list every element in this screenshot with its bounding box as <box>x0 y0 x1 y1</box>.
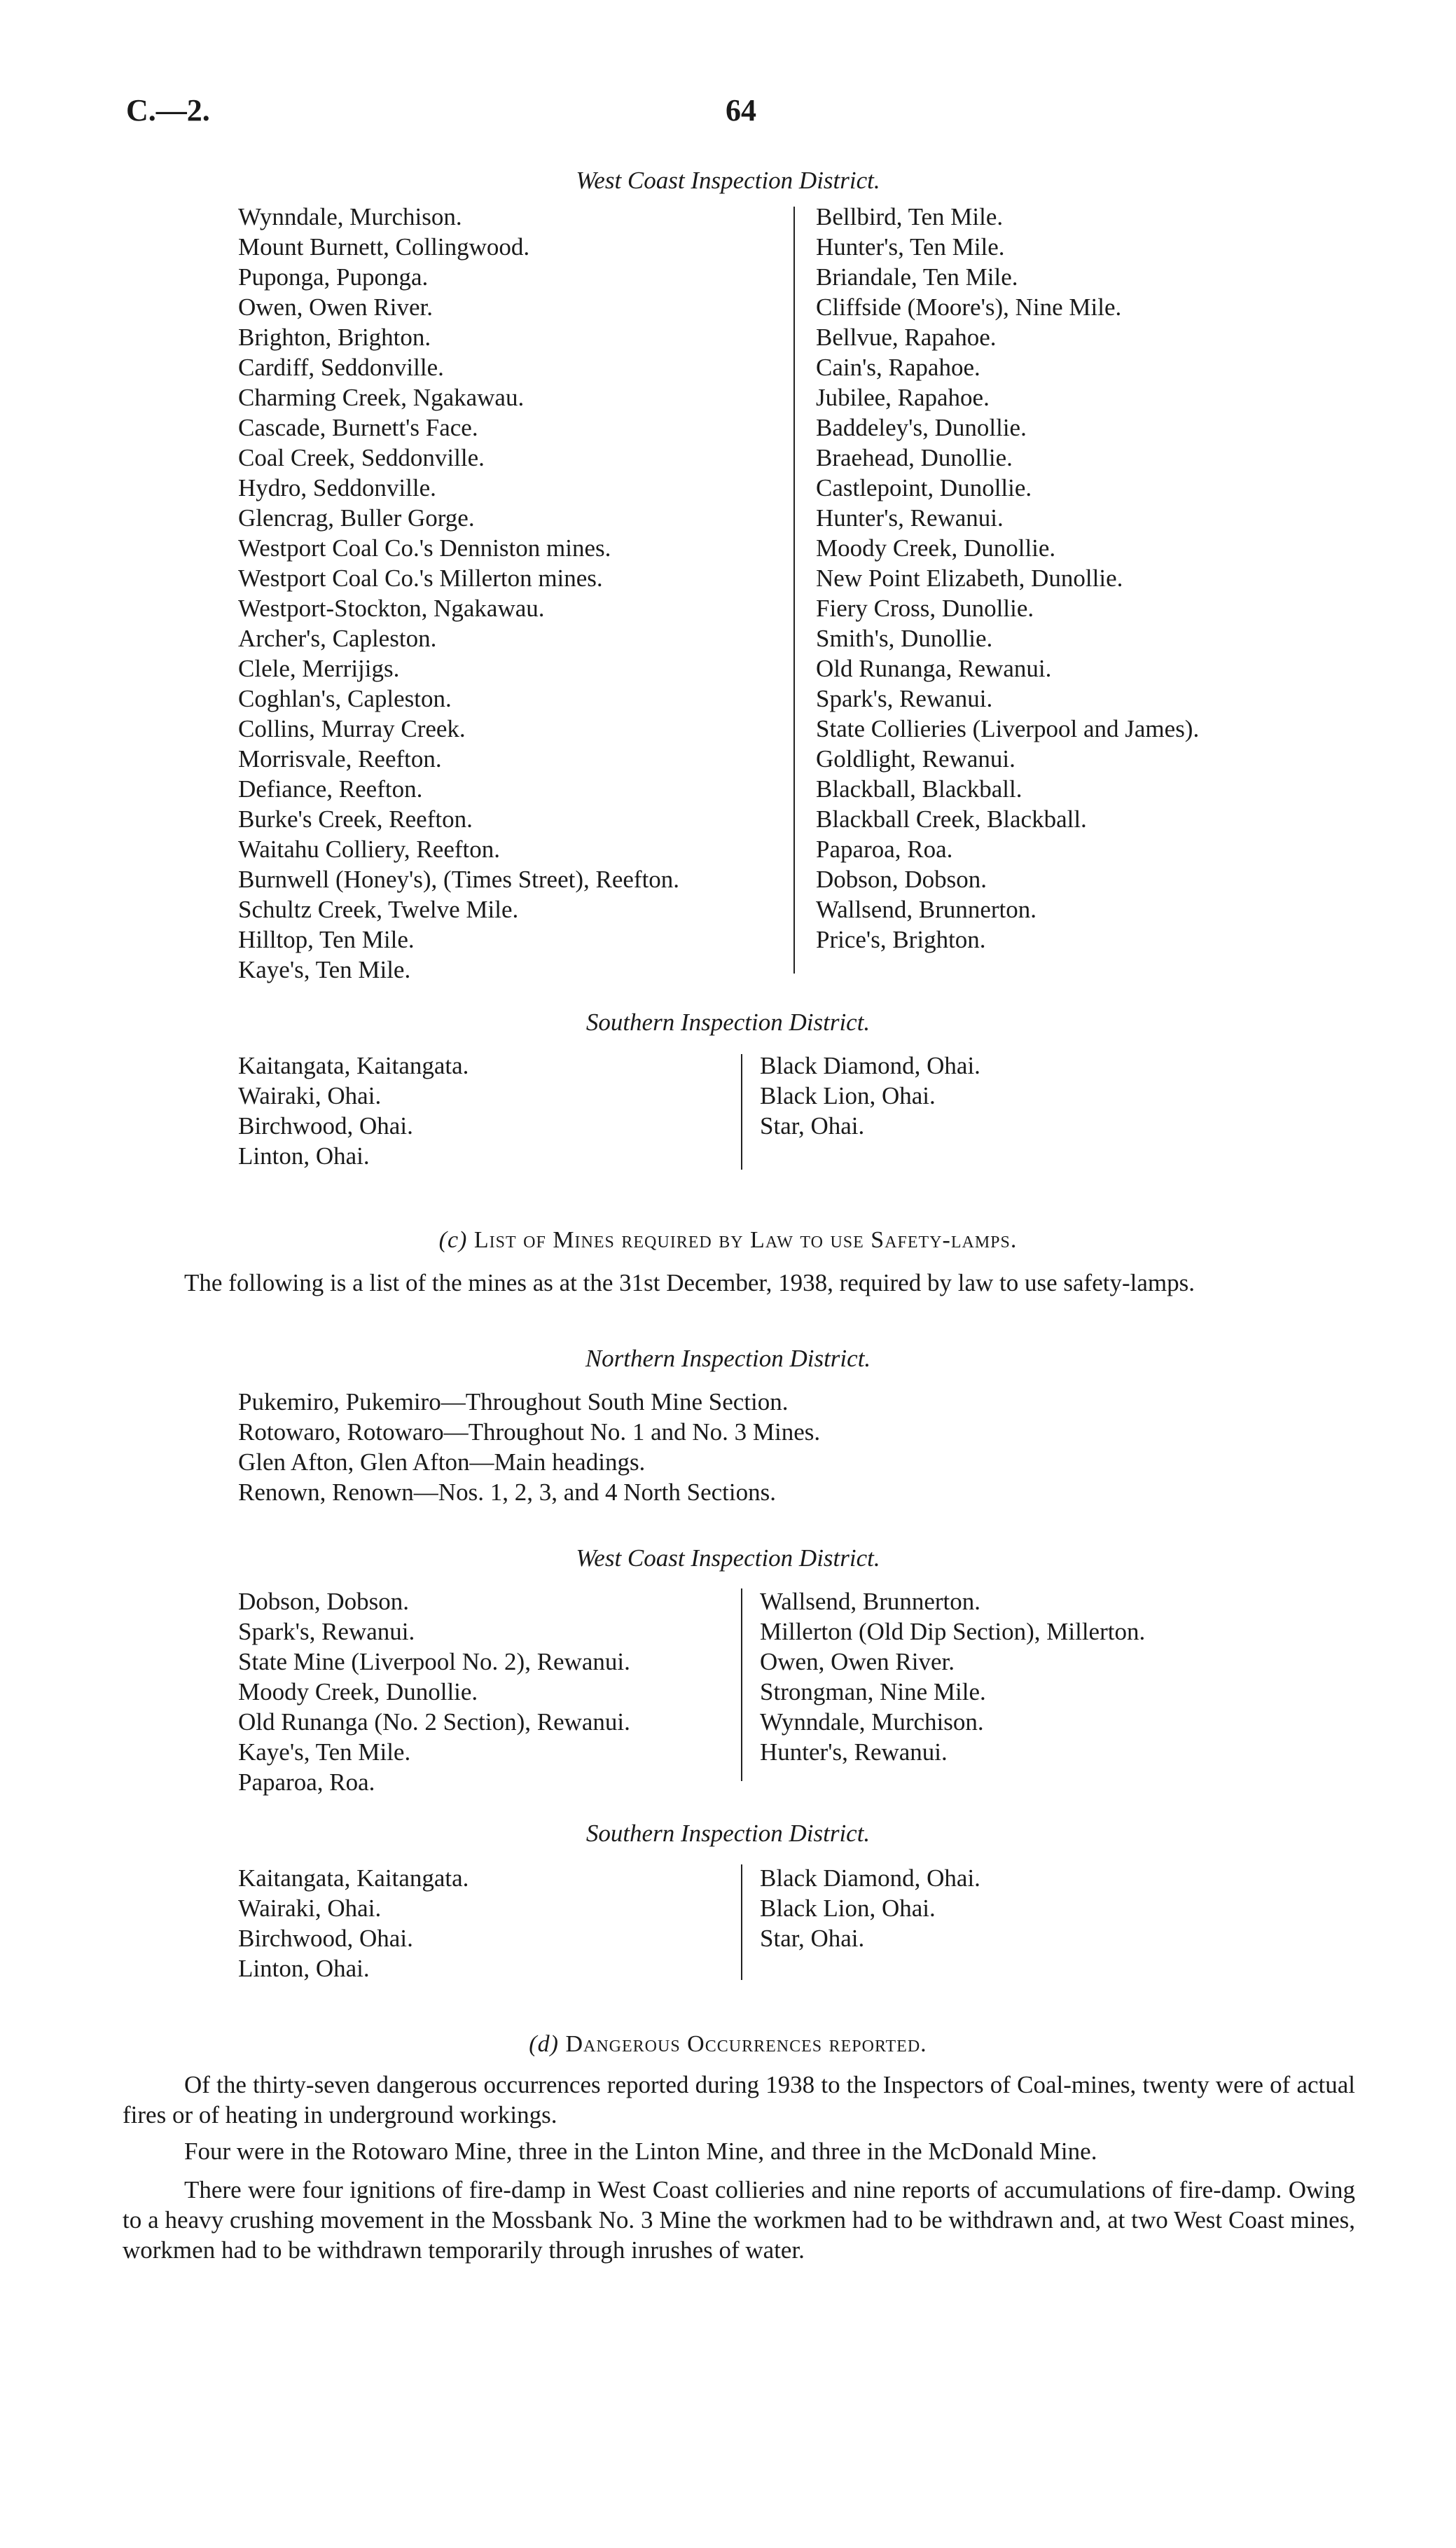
list-item: Westport-Stockton, Ngakawau. <box>238 595 545 622</box>
list-item: Old Runanga, Rewanui. <box>816 655 1052 682</box>
list-item: Bellbird, Ten Mile. <box>816 203 1004 230</box>
section-c-label: (c) <box>438 1227 468 1253</box>
list-item: Baddeley's, Dunollie. <box>816 414 1027 441</box>
column-divider <box>793 207 795 974</box>
list-item: Hunter's, Rewanui. <box>816 504 1004 532</box>
southern-lamps-right-list <box>760 1863 980 1953</box>
section-d-caption <box>0 2031 1456 2058</box>
section-d-paragraph-3: There were four ignitions of fire-damp in West Coast collieries and nine reports of accumulations of fire-damp. Owing to a heavy crushing movement in the Mossbank No. 3 Mine the workmen had to be withdrawn and, at two West Coast mines, workmen had to be withdrawn temporarily through inrushes of water. <box>123 2176 1355 2264</box>
list-item: Star, Ohai. <box>760 1112 865 1140</box>
list-item: Briandale, Ten Mile. <box>816 263 1018 291</box>
list-item: Birchwood, Ohai. <box>238 1112 413 1140</box>
northern-list <box>238 1387 820 1507</box>
list-item: Defiance, Reefton. <box>238 775 423 803</box>
list-item: Cardiff, Seddonville. <box>238 354 444 381</box>
list-item: Wallsend, Brunnerton. <box>760 1588 981 1615</box>
list-item: Hunter's, Rewanui. <box>760 1738 948 1766</box>
list-item: Morrisvale, Reefton. <box>238 745 442 773</box>
west-coast-left-list <box>238 202 679 985</box>
list-item: Black Diamond, Ohai. <box>760 1864 980 1892</box>
list-item: Archer's, Capleston. <box>238 625 437 652</box>
southern-lamps-heading: Southern Inspection District. <box>585 1820 871 1847</box>
list-item: Cain's, Rapahoe. <box>816 354 980 381</box>
list-item: Brighton, Brighton. <box>238 324 431 351</box>
list-item: Charming Creek, Ngakawau. <box>238 384 525 411</box>
section-c-caption <box>0 1227 1456 1254</box>
list-item: Wairaki, Ohai. <box>238 1895 382 1922</box>
west-coast-lamps-left-list <box>238 1586 630 1797</box>
list-item: Spark's, Rewanui. <box>816 685 993 712</box>
west-coast-right-list <box>816 202 1199 955</box>
list-item: Moody Creek, Dunollie. <box>238 1678 478 1705</box>
list-item: Burnwell (Honey's), (Times Street), Reefton. <box>238 866 680 893</box>
list-item: Moody Creek, Dunollie. <box>816 534 1056 562</box>
list-item: New Point Elizabeth, Dunollie. <box>816 565 1123 592</box>
section-d-label: (d) <box>529 2031 559 2057</box>
list-item: Paparoa, Roa. <box>816 836 953 863</box>
list-item: Kaitangata, Kaitangata. <box>238 1864 469 1892</box>
list-item: Westport Coal Co.'s Denniston mines. <box>238 534 611 562</box>
list-item: Coal Creek, Seddonville. <box>238 444 485 471</box>
list-item: Castlepoint, Dunollie. <box>816 474 1032 501</box>
list-item: Spark's, Rewanui. <box>238 1618 415 1645</box>
southern-heading: Southern Inspection District. <box>585 1009 871 1036</box>
list-item: Hunter's, Ten Mile. <box>816 233 1005 261</box>
list-item: Black Lion, Ohai. <box>760 1082 936 1109</box>
list-item: Glencrag, Buller Gorge. <box>238 504 475 532</box>
list-item: State Collieries (Liverpool and James). <box>816 715 1200 742</box>
section-c-title: List of Mines required by Law to use Safety-lamps. <box>473 1227 1018 1253</box>
section-d-paragraph-2: Four were in the Rotowaro Mine, three in the Linton Mine, and three in the McDonald Mine. <box>184 2138 1097 2165</box>
southern-right-list <box>760 1051 980 1141</box>
list-item: Wairaki, Ohai. <box>238 1082 382 1109</box>
list-item: Cliffside (Moore's), Nine Mile. <box>816 293 1122 321</box>
list-item: Kaitangata, Kaitangata. <box>238 1052 469 1079</box>
list-item: Burke's Creek, Reefton. <box>238 805 473 833</box>
section-d-title: Dangerous Occurrences reported. <box>565 2031 927 2057</box>
list-item: Wallsend, Brunnerton. <box>816 896 1037 923</box>
list-item: Braehead, Dunollie. <box>816 444 1013 471</box>
column-divider <box>741 1054 742 1170</box>
page-number: 64 <box>726 93 756 127</box>
list-item: Old Runanga (No. 2 Section), Rewanui. <box>238 1708 630 1736</box>
list-item: Strongman, Nine Mile. <box>760 1678 986 1705</box>
list-item: Black Diamond, Ohai. <box>760 1052 980 1079</box>
list-item: Owen, Owen River. <box>238 293 434 321</box>
list-item: Waitahu Colliery, Reefton. <box>238 836 500 863</box>
column-divider <box>741 1864 742 1980</box>
southern-lamps-left-list <box>238 1863 469 1983</box>
document-code: C.—2. <box>126 93 210 127</box>
list-item: Paparoa, Roa. <box>238 1768 375 1796</box>
list-item: Cascade, Burnett's Face. <box>238 414 478 441</box>
list-item: Birchwood, Ohai. <box>238 1925 413 1952</box>
list-item: Clele, Merrijigs. <box>238 655 400 682</box>
west-coast-heading: West Coast Inspection District. <box>576 167 880 194</box>
list-item: Dobson, Dobson. <box>238 1588 410 1615</box>
list-item: Price's, Brighton. <box>816 926 986 953</box>
list-item: Star, Ohai. <box>760 1925 865 1952</box>
list-item: Bellvue, Rapahoe. <box>816 324 997 351</box>
list-item: Kaye's, Ten Mile. <box>238 1738 411 1766</box>
list-item: Renown, Renown—Nos. 1, 2, 3, and 4 North Sections. <box>238 1479 777 1506</box>
list-item: Millerton (Old Dip Section), Millerton. <box>760 1618 1146 1645</box>
list-item: Hilltop, Ten Mile. <box>238 926 415 953</box>
list-item: Owen, Owen River. <box>760 1648 955 1675</box>
northern-heading: Northern Inspection District. <box>585 1345 871 1372</box>
list-item: State Mine (Liverpool No. 2), Rewanui. <box>238 1648 630 1675</box>
list-item: Linton, Ohai. <box>238 1955 370 1982</box>
list-item: Hydro, Seddonville. <box>238 474 436 501</box>
southern-left-list <box>238 1051 469 1171</box>
list-item: Collins, Murray Creek. <box>238 715 466 742</box>
list-item: Kaye's, Ten Mile. <box>238 956 411 983</box>
section-c-intro: The following is a list of the mines as at the 31st December, 1938, required by law to use safety-lamps. <box>184 1269 1195 1296</box>
list-item: Goldlight, Rewanui. <box>816 745 1015 773</box>
list-item: Pukemiro, Pukemiro—Throughout South Mine Section. <box>238 1388 789 1415</box>
list-item: Fiery Cross, Dunollie. <box>816 595 1034 622</box>
west-coast-lamps-heading: West Coast Inspection District. <box>576 1544 880 1572</box>
list-item: Smith's, Dunollie. <box>816 625 993 652</box>
column-divider <box>741 1588 742 1781</box>
list-item: Blackball Creek, Blackball. <box>816 805 1087 833</box>
list-item: Puponga, Puponga. <box>238 263 429 291</box>
list-item: Dobson, Dobson. <box>816 866 987 893</box>
list-item: Wynndale, Murchison. <box>760 1708 984 1736</box>
list-item: Jubilee, Rapahoe. <box>816 384 990 411</box>
list-item: Linton, Ohai. <box>238 1142 370 1170</box>
section-d-paragraph-1: Of the thirty-seven dangerous occurrences reported during 1938 to the Inspectors of Coal-mines, twenty were of actual fires or of heating in underground workings. <box>123 2071 1355 2128</box>
list-item: Mount Burnett, Collingwood. <box>238 233 530 261</box>
list-item: Schultz Creek, Twelve Mile. <box>238 896 519 923</box>
list-item: Black Lion, Ohai. <box>760 1895 936 1922</box>
list-item: Coghlan's, Capleston. <box>238 685 452 712</box>
west-coast-lamps-right-list <box>760 1586 1145 1767</box>
list-item: Rotowaro, Rotowaro—Throughout No. 1 and No. 3 Mines. <box>238 1418 821 1446</box>
list-item: Glen Afton, Glen Afton—Main headings. <box>238 1448 646 1476</box>
list-item: Wynndale, Murchison. <box>238 203 462 230</box>
list-item: Westport Coal Co.'s Millerton mines. <box>238 565 603 592</box>
list-item: Blackball, Blackball. <box>816 775 1022 803</box>
